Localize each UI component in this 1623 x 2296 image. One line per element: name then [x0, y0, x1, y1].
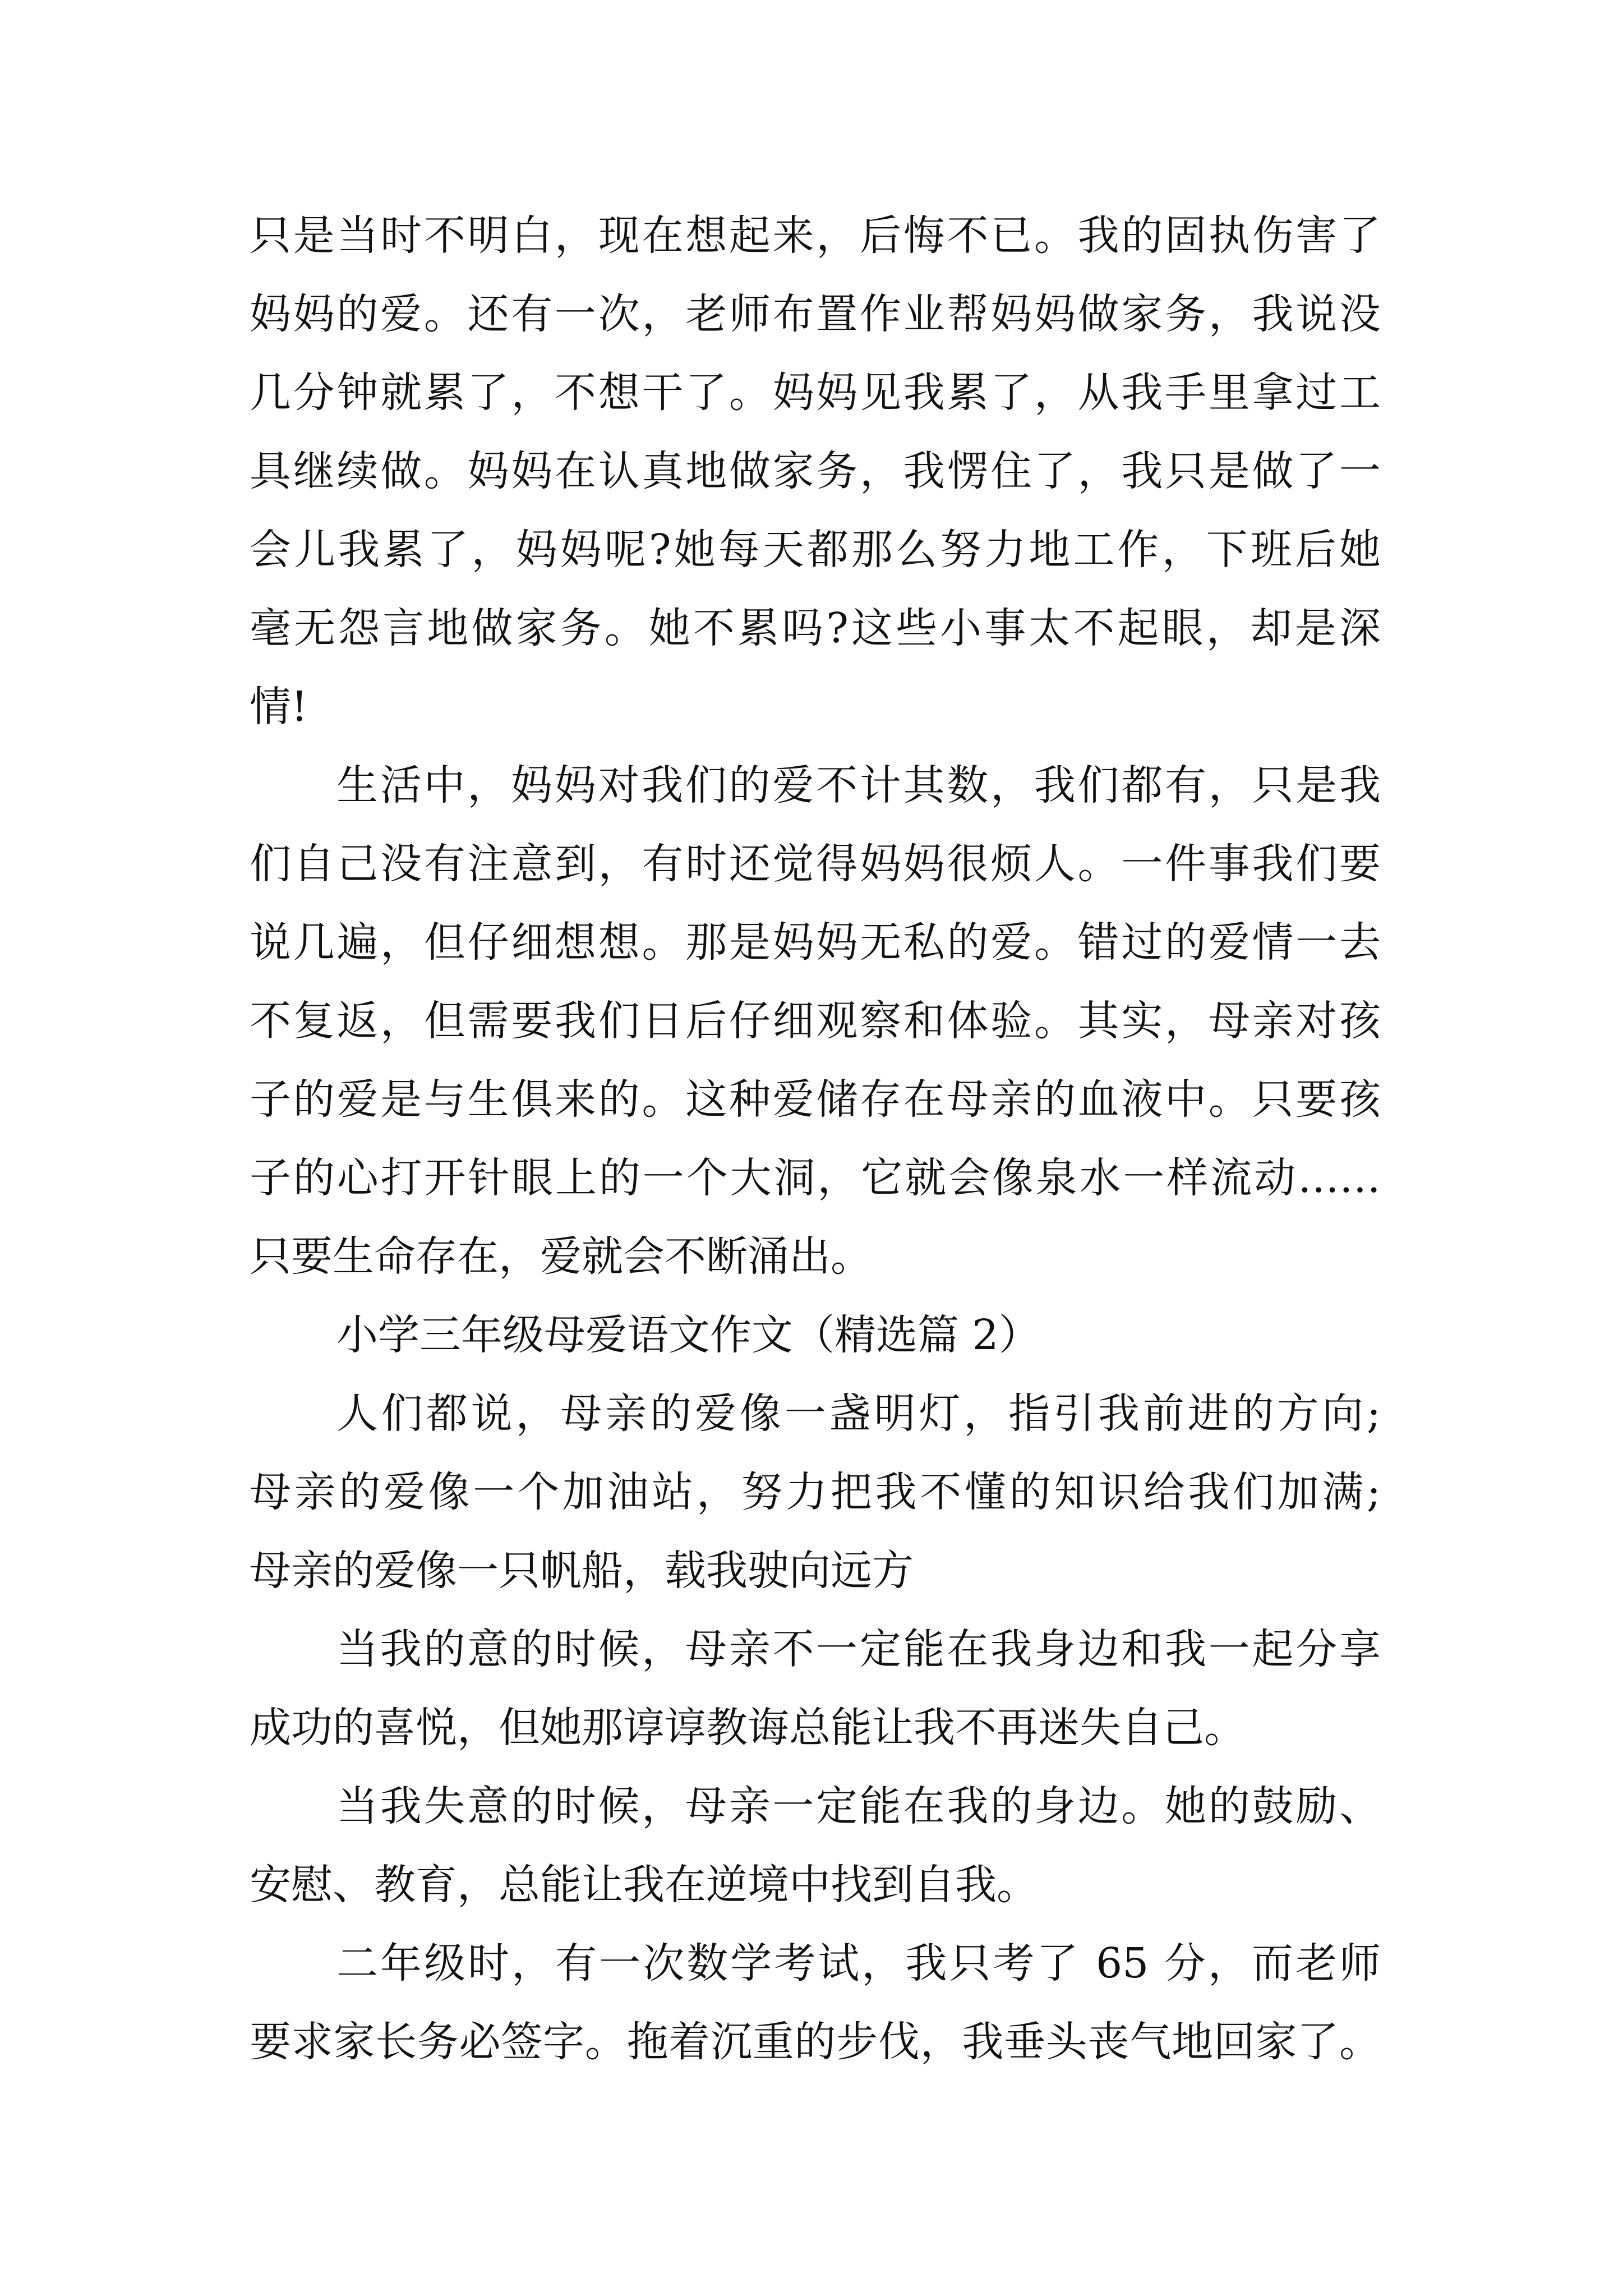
text-line: 几分钟就累了，不想干了。妈妈见我累了，从我手里拿过工	[250, 369, 1381, 417]
text-line: 说几遍，但仔细想想。那是妈妈无私的爱。错过的爱情一去	[250, 918, 1381, 967]
text-line: 母亲的爱像一个加油站，努力把我不懂的知识给我们加满;	[250, 1468, 1381, 1516]
text-line: 会儿我累了，妈妈呢?她每天都那么努力地工作，下班后她	[250, 526, 1381, 574]
text-line: 人们都说，母亲的爱像一盏明灯，指引我前进的方向;	[336, 1389, 1381, 1438]
text-line: 当我的意的时候，母亲不一定能在我身边和我一起分享	[336, 1625, 1381, 1673]
text-line: 当我失意的时候，母亲一定能在我的身边。她的鼓励、	[336, 1782, 1381, 1830]
text-line: 要求家长务必签字。拖着沉重的步伐，我垂头丧气地回家了。	[250, 2018, 1381, 2066]
text-line: 毫无怨言地做家务。她不累吗?这些小事太不起眼，却是深	[250, 604, 1381, 652]
text-line: 只是当时不明白，现在想起来，后悔不已。我的固执伤害了	[250, 211, 1381, 260]
text-line: 子的心打开针眼上的一个大洞，它就会像泉水一样流动……	[250, 1154, 1381, 1202]
text-line: 子的爱是与生俱来的。这种爱储存在母亲的血液中。只要孩	[250, 1075, 1381, 1124]
text-line: 母亲的爱像一只帆船，载我驶向远方	[250, 1547, 914, 1595]
text-line: 只要生命存在，爱就会不断涌出。	[250, 1232, 872, 1281]
text-line: 不复返，但需要我们日后仔细观察和体验。其实，母亲对孩	[250, 997, 1381, 1045]
text-line: 情!	[250, 683, 308, 731]
text-line: 们自己没有注意到，有时还觉得妈妈很烦人。一件事我们要	[250, 840, 1381, 888]
text-line: 生活中，妈妈对我们的爱不计其数，我们都有，只是我	[336, 761, 1381, 809]
section-heading: 小学三年级母爱语文作文（精选篇 2）	[336, 1311, 1040, 1359]
text-line: 具继续做。妈妈在认真地做家务，我愣住了，我只是做了一	[250, 447, 1381, 495]
text-line: 妈妈的爱。还有一次，老师布置作业帮妈妈做家务，我说没	[250, 290, 1381, 338]
text-line: 二年级时，有一次数学考试，我只考了 65 分，而老师	[336, 1939, 1381, 1987]
text-line: 安慰、教育，总能让我在逆境中找到自我。	[250, 1861, 1038, 1909]
text-line: 成功的喜悦，但她那谆谆教诲总能让我不再迷失自己。	[250, 1704, 1246, 1752]
